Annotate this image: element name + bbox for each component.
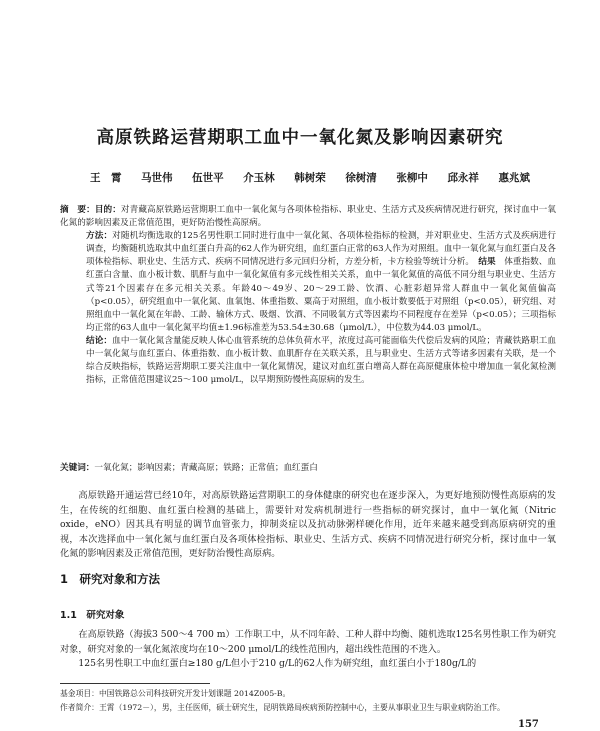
- paper-title: 高原铁路运营期职工血中一氧化氮及影响因素研究: [96, 128, 504, 148]
- keywords: [60, 461, 556, 473]
- abstract-objective: [60, 204, 556, 230]
- methods-body: [60, 628, 556, 672]
- subsection-heading: [60, 607, 124, 621]
- abstract-methods: [60, 230, 556, 335]
- intro-paragraph: 高原铁路开通运营已经10年，对高原铁路运营期职工的身体健康的研究也在逐步深入，为更好地预防慢性高原病的发生，在传统的红细胞、血红蛋白检测的基础上，需要针对发病机制进行一些指标的研究探讨，血中一氧化氮（Nitric oxide，eNO）因其具有明显的调节血管张力，抑制炎症以及抗动脉粥样硬化作用，近年来越来越受到高原病研究的重视，本次选择血中一氧化氮与血红蛋白及各项体检指标、职业史、生活方式、疾病不同情况进行研究分析，探讨血中一氧化氮的影响因素及正常值范围，更好防治慢性高原病。: [60, 490, 556, 559]
- section-number: 1: [60, 572, 69, 586]
- section-title: 研究对象和方法: [79, 572, 161, 586]
- author: 徐树清: [345, 172, 377, 184]
- results-label: 结果: [478, 257, 496, 268]
- abstract-conclusion: [60, 335, 556, 387]
- section-heading: [60, 571, 160, 587]
- page-number: 157: [518, 719, 539, 730]
- author: 介玉林: [243, 172, 275, 184]
- footnote-divider: [60, 683, 210, 684]
- author: 邱永祥: [447, 172, 479, 184]
- intro-body: [60, 489, 556, 562]
- author: 惠兆斌: [498, 172, 530, 184]
- objective-text: 对青藏高原铁路运营期职工血中一氧化氮与各项体检指标、职业史、生活方式及疾病情况进行研究，探讨血中一氧化氮的影响因素及正常值范围，更好防治慢性高原病。: [60, 205, 556, 229]
- footnote-author: 作者简介：王霄（1972－），男，主任医师，硕士研究生，昆明铁路局疾病预防控制中心，主要从事职业卫生与职业病防治工作。: [60, 703, 505, 712]
- author: 张柳中: [396, 172, 428, 184]
- body-paragraph: 125名男性职工中血红蛋白≥180 g/L但小于210 g/L的62人作为研究组，血红蛋白小于180g/L的: [78, 658, 477, 669]
- author: 王 霄: [90, 172, 122, 184]
- keywords-text: 一氧化氮；影响因素；青藏高原；铁路；正常值；血红蛋白: [94, 463, 318, 473]
- methods-text: 对随机均衡选取的125名男性职工同时进行血中一氧化氮、各项体检指标的检测，并对职业史、生活方式及疾病进行调查，均衡随机选取其中血红蛋白升高的62人作为研究组，血红蛋白正常的63人作为对照组。血中一氧化氮与血红蛋白及各项体检指标、职业史、生活方式、疾病不同情况进行多元回归分析，方差分析，卡方检验等统计分析。: [86, 231, 556, 268]
- author: 伍世平: [192, 172, 224, 184]
- objective-label: 目的：: [94, 205, 121, 215]
- methods-label: 方法：: [86, 231, 113, 242]
- subsection-number: 1.1: [60, 610, 77, 621]
- conclusion-text: 血中一氧化氮含量能反映人体心血管系统的总体负荷水平，浓度过高可能面临失代偿后发病的风险；青藏铁路职工血中一氧化氮与血红蛋白、体重指数、血小板计数、血肌酐存在关联关系，且与职业史、生活方式等诸多因素有关联，是一个综合反映指标，铁路运营期职工要关注血中一氧化氮情况，建议对血红蛋白增高人群在高原健康体检中增加血一氧化氮检测指标，正常值范围建议25～100 μmol/L，以早期预防慢性高原病的发生。: [86, 335, 556, 386]
- subsection-title: 研究对象: [86, 610, 125, 621]
- results-text: 体重指数、血红蛋白含量、血小板计数、肌酐与血中一氧化氮值有多元线性相关关系，血中一氧化氮值的高低不同分组与职业史、生活方式等21个因素存在多元相关关系。年龄40～49岁、20～29工龄、饮酒、心脏彩超异常人群血中一氧化氮值偏高（p<0.05），研究组血中一氧化氮、血氧饱、体重指数、粟高于对照组，血小板计数要低于对照组（p<0.05），研究组、对照组血中一氧化氮在年龄、工龄、输休方式、吸烟、饮酒、不同吸氧方式等因素均不同程度存在差异（p<0.05）；三项指标均正常的63人血中一氧化氮平均值±1.96标准差为53.54±30.68（μmol/L），中位数为44.03 μmol/L。: [86, 257, 556, 333]
- author-list: [90, 170, 530, 185]
- footnote-fund: 基金项目：中国铁路总公司科技研究开发计划课题 2014Z005-B。: [60, 689, 291, 698]
- abstract-label: 摘 要：: [60, 205, 95, 215]
- abstract: [60, 204, 556, 387]
- keywords-label: 关键词：: [60, 463, 95, 473]
- author: 马世伟: [141, 172, 173, 184]
- author: 韩树荣: [294, 172, 326, 184]
- body-paragraph: 在高原铁路（海拔3 500～4 700 m）工作职工中，从不同年龄、工种人群中均衡、随机选取125名男性职工作为研究对象，研究对象的一氧化氮浓度均在10～200 μmol/L的线性范围内，超出线性范围的不选入。: [60, 629, 556, 655]
- conclusion-label: 结论：: [86, 335, 113, 346]
